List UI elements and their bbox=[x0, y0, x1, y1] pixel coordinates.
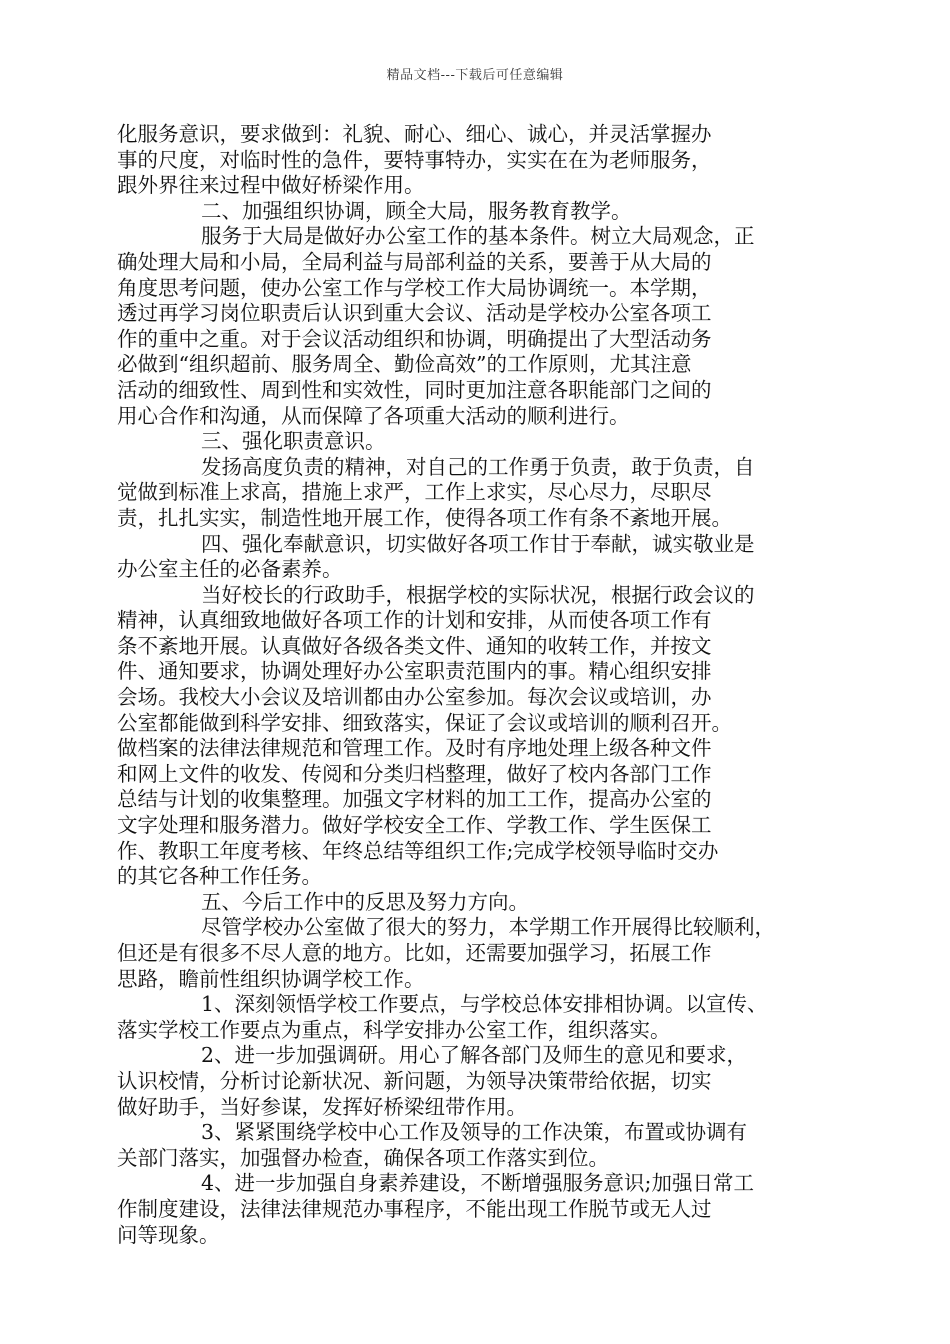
text-line: 确处理大局和小局，全局利益与局部利益的关系，要善于从大局的 bbox=[117, 249, 712, 274]
text-line: 2、进一步加强调研。用心了解各部门及师生的意见和要求， bbox=[201, 1043, 748, 1068]
text-line: 作制度建设，法律法律规范办事程序，不能出现工作脱节或无人过 bbox=[117, 1196, 712, 1221]
text-line: 作、教职工年度考核、年终总结等组织工作;完成学校领导临时交办 bbox=[117, 838, 719, 863]
text-line: 五、今后工作中的反思及努力方向。 bbox=[201, 889, 529, 914]
text-line: 落实学校工作要点为重点，科学安排办公室工作，组织落实。 bbox=[117, 1017, 671, 1042]
text-line: 问等现象。 bbox=[117, 1222, 220, 1247]
page-header: 精品文档---下载后可任意编辑 bbox=[386, 68, 564, 83]
text-line: 做档案的法律法律规范和管理工作。及时有序地处理上级各种文件 bbox=[117, 736, 712, 761]
text-line: 用心合作和沟通，从而保障了各项重大活动的顺利进行。 bbox=[117, 403, 630, 428]
text-line: 做好助手，当好参谋，发挥好桥梁纽带作用。 bbox=[117, 1094, 527, 1119]
text-line: 3、紧紧围绕学校中心工作及领导的工作决策，布置或协调有 bbox=[201, 1120, 748, 1145]
document-body bbox=[117, 122, 817, 1248]
text-line: 尽管学校办公室做了很大的努力，本学期工作开展得比较顺利， bbox=[201, 915, 775, 940]
text-line: 化服务意识，要求做到：礼貌、耐心、细心、诚心，并灵活掌握办 bbox=[117, 122, 712, 146]
text-line: 办公室主任的必备素养。 bbox=[117, 557, 343, 582]
text-line: 会场。我校大小会议及培训都由办公室参加。每次会议或培训，办 bbox=[117, 685, 712, 710]
text-line: 透过再学习岗位职责后认识到重大会议、活动是学校办公室各项工 bbox=[117, 301, 712, 326]
text-line: 思路，瞻前性组织协调学校工作。 bbox=[117, 966, 425, 991]
text-line: 当好校长的行政助手，根据学校的实际状况，根据行政会议的 bbox=[201, 582, 755, 607]
text-line: 总结与计划的收集整理。加强文字材料的加工工作，提高办公室的 bbox=[117, 787, 712, 812]
text-line: 觉做到标准上求高，措施上求严，工作上求实，尽心尽力，尽职尽 bbox=[117, 480, 712, 505]
text-line: 精神，认真细致地做好各项工作的计划和安排，从而使各项工作有 bbox=[117, 608, 712, 633]
text-line: 条不紊地开展。认真做好各级各类文件、通知的收转工作，并按文 bbox=[117, 633, 712, 658]
text-line: 服务于大局是做好办公室工作的基本条件。树立大局观念，正 bbox=[201, 224, 755, 249]
text-line: 发扬高度负责的精神，对自己的工作勇于负责，敢于负责，自 bbox=[201, 454, 755, 479]
text-line: 但还是有很多不尽人意的地方。比如，还需要加强学习，拓展工作 bbox=[117, 941, 712, 965]
text-line: 1、深刻领悟学校工作要点，与学校总体安排相协调。以宣传、 bbox=[201, 992, 768, 1017]
text-line: 责，扎扎实实，制造性地开展工作，使得各项工作有条不紊地开展。 bbox=[117, 505, 732, 530]
text-line: 关部门落实，加强督办检查，确保各项工作落实到位。 bbox=[117, 1145, 609, 1170]
text-line: 文字处理和服务潜力。做好学校安全工作、学教工作、学生医保工 bbox=[117, 813, 712, 838]
text-line: 和网上文件的收发、传阅和分类归档整理，做好了校内各部门工作 bbox=[117, 761, 712, 786]
text-line: 活动的细致性、周到性和实效性，同时更加注意各职能部门之间的 bbox=[117, 377, 712, 402]
text-line: 认识校情，分析讨论新状况、新问题，为领导决策带给依据，切实 bbox=[117, 1068, 712, 1093]
text-line: 的其它各种工作任务。 bbox=[117, 864, 322, 889]
text-line: 三、强化职责意识。 bbox=[201, 429, 386, 454]
text-line: 作的重中之重。对于会议活动组织和协调，明确提出了大型活动务 bbox=[117, 326, 712, 351]
text-line: 必做到“组织超前、服务周全、勤俭高效”的工作原则，尤其注意 bbox=[117, 352, 692, 377]
text-line: 四、强化奉献意识，切实做好各项工作甘于奉献，诚实敬业是 bbox=[201, 531, 755, 556]
text-line: 件、通知要求，协调处理好办公室职责范围内的事。精心组织安排 bbox=[117, 659, 712, 684]
text-line: 跟外界往来过程中做好桥梁作用。 bbox=[117, 173, 425, 198]
text-line: 二、加强组织协调，顾全大局，服务教育教学。 bbox=[201, 198, 632, 223]
text-line: 公室都能做到科学安排、细致落实，保证了会议或培训的顺利召开。 bbox=[117, 710, 732, 735]
text-line: 角度思考问题，使办公室工作与学校工作大局协调统一。本学期， bbox=[117, 275, 712, 300]
text-line: 事的尺度，对临时性的急件，要特事特办，实实在在为老师服务， bbox=[117, 147, 712, 172]
text-line: 4、进一步加强自身素养建设，不断增强服务意识;加强日常工 bbox=[201, 1171, 754, 1196]
